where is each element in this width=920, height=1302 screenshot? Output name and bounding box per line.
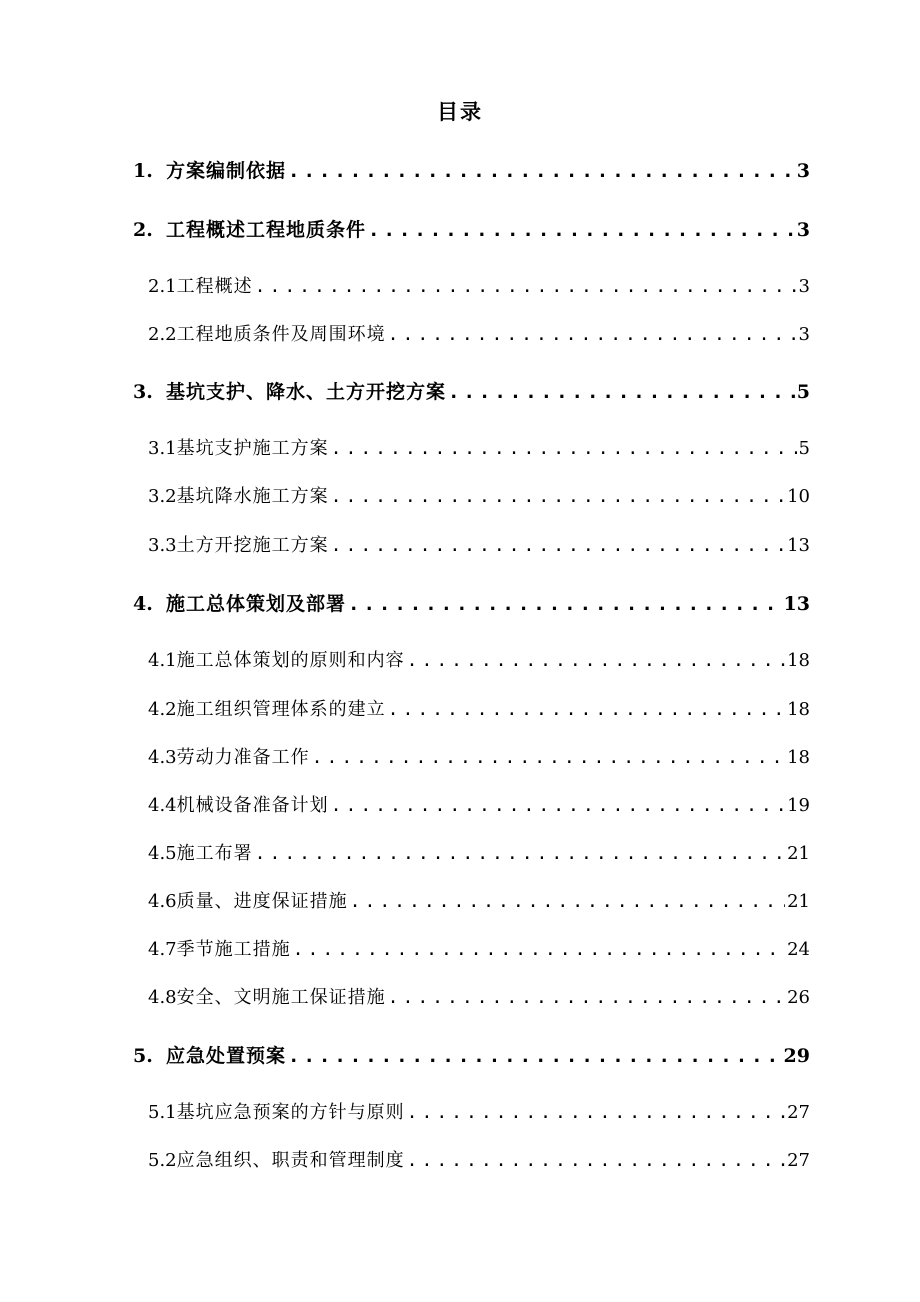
toc-entry-number: 2.1 [148, 276, 177, 297]
dot-leader [331, 436, 797, 462]
toc-entry-page: 3 [796, 160, 810, 182]
toc-entry-page: 19 [787, 795, 810, 816]
dot-leader [350, 889, 785, 915]
toc-entry[interactable] [148, 887, 810, 915]
toc-entry-number: 1. [133, 160, 153, 182]
toc-entry-number: 4.1 [148, 650, 177, 671]
toc-entry[interactable] [148, 1146, 810, 1174]
dot-leader [288, 158, 795, 184]
toc-entry-page: 3 [798, 324, 810, 345]
toc-entry[interactable] [133, 1041, 810, 1069]
toc-entry[interactable] [148, 482, 810, 510]
toc-entry-title: 土方开挖施工方案 [176, 535, 329, 556]
toc-entry-title: 基坑应急预案的方针与原则 [176, 1102, 405, 1123]
toc-entry[interactable] [148, 983, 810, 1011]
toc-entry-title: 施工总体策划及部署 [166, 593, 347, 615]
toc-entry[interactable] [148, 935, 810, 963]
toc-entry-title: 施工布署 [176, 843, 253, 864]
toc-entry-title: 安全、文明施工保证措施 [176, 987, 386, 1008]
toc-title: 目录 [437, 99, 483, 124]
toc-entry-number: 4.8 [148, 987, 177, 1008]
toc-entry-page: 10 [787, 486, 810, 507]
toc-entry[interactable] [148, 531, 810, 559]
dot-leader [288, 1043, 782, 1069]
toc-entry-title: 施工组织管理体系的建立 [176, 699, 386, 720]
dot-leader [388, 985, 785, 1011]
dot-leader [448, 379, 795, 405]
dot-leader [312, 745, 785, 771]
toc-entry-page: 5 [796, 381, 810, 403]
toc-entry-page: 5 [798, 438, 810, 459]
toc-entry-page: 21 [787, 891, 810, 912]
toc-entry-title: 工程地质条件及周围环境 [176, 324, 386, 345]
toc-entry-number: 3. [133, 381, 153, 403]
toc-entry-number: 3.3 [148, 535, 177, 556]
toc-entry-title: 机械设备准备计划 [176, 795, 329, 816]
toc-entry-title: 劳动力准备工作 [176, 747, 310, 768]
toc-entry[interactable] [148, 839, 810, 867]
toc-entry-page: 27 [787, 1150, 810, 1171]
dot-leader [407, 1148, 785, 1174]
dot-leader [331, 484, 785, 510]
dot-leader [407, 648, 785, 674]
toc-entry[interactable] [148, 695, 810, 723]
dot-leader [388, 697, 785, 723]
dot-leader [255, 274, 797, 300]
toc-entry-number: 5. [133, 1045, 153, 1067]
toc-entry-page: 29 [783, 1045, 810, 1067]
toc-entry-number: 5.2 [148, 1150, 177, 1171]
toc-entry-page: 3 [796, 219, 810, 241]
toc-entry[interactable] [148, 320, 810, 348]
toc-entry-title: 应急处置预案 [166, 1045, 287, 1067]
toc-entry-title: 季节施工措施 [176, 939, 291, 960]
dot-leader [293, 937, 785, 963]
dot-leader [368, 217, 795, 243]
toc-entry-title: 基坑降水施工方案 [176, 486, 329, 507]
toc-entry[interactable] [148, 434, 810, 462]
dot-leader [255, 841, 785, 867]
toc-entry-number: 4.4 [148, 795, 177, 816]
toc-entry-title: 应急组织、职责和管理制度 [176, 1150, 405, 1171]
toc-entry-number: 4.3 [148, 747, 177, 768]
toc-entry-page: 21 [787, 843, 810, 864]
toc-entry-title: 工程概述 [176, 276, 253, 297]
toc-entry-page: 13 [787, 535, 810, 556]
toc-entry-title: 基坑支护施工方案 [176, 438, 329, 459]
toc-entry-page: 26 [787, 987, 810, 1008]
toc-entry-page: 18 [787, 650, 810, 671]
toc-entry-number: 3.1 [148, 438, 177, 459]
dot-leader [331, 533, 785, 559]
toc-entry-page: 27 [787, 1102, 810, 1123]
toc-entry[interactable] [148, 1098, 810, 1126]
toc-entry[interactable] [133, 215, 810, 243]
dot-leader [388, 322, 797, 348]
toc-entry-title: 方案编制依据 [166, 160, 287, 182]
toc-entry-title: 基坑支护、降水、土方开挖方案 [166, 381, 447, 403]
toc-entry-number: 5.1 [148, 1102, 177, 1123]
toc-entry[interactable] [148, 646, 810, 674]
toc-entry-title: 施工总体策划的原则和内容 [176, 650, 405, 671]
toc-entry-number: 4.7 [148, 939, 177, 960]
toc-entry-number: 2.2 [148, 324, 177, 345]
toc-entry-page: 18 [787, 747, 810, 768]
toc-entry-title: 质量、进度保证措施 [176, 891, 348, 912]
toc-entry-number: 4.5 [148, 843, 177, 864]
toc-entry[interactable] [133, 589, 810, 617]
toc-entry[interactable] [133, 377, 810, 405]
toc-entry-number: 4.2 [148, 699, 177, 720]
toc-entry-page: 13 [783, 593, 810, 615]
toc-entry-number: 2. [133, 219, 153, 241]
dot-leader [331, 793, 785, 819]
toc-entry[interactable] [148, 791, 810, 819]
toc-entry-page: 3 [798, 276, 810, 297]
toc-entry[interactable] [148, 743, 810, 771]
toc-entry-number: 4.6 [148, 891, 177, 912]
toc-entry-page: 18 [787, 699, 810, 720]
toc-entry[interactable] [133, 156, 810, 184]
toc-entry-number: 3.2 [148, 486, 177, 507]
toc-entry-title: 工程概述工程地质条件 [166, 219, 367, 241]
dot-leader [348, 591, 782, 617]
toc-entry-number: 4. [133, 593, 153, 615]
toc-entry-page: 24 [787, 939, 810, 960]
toc-entry[interactable] [148, 272, 810, 300]
dot-leader [407, 1100, 785, 1126]
